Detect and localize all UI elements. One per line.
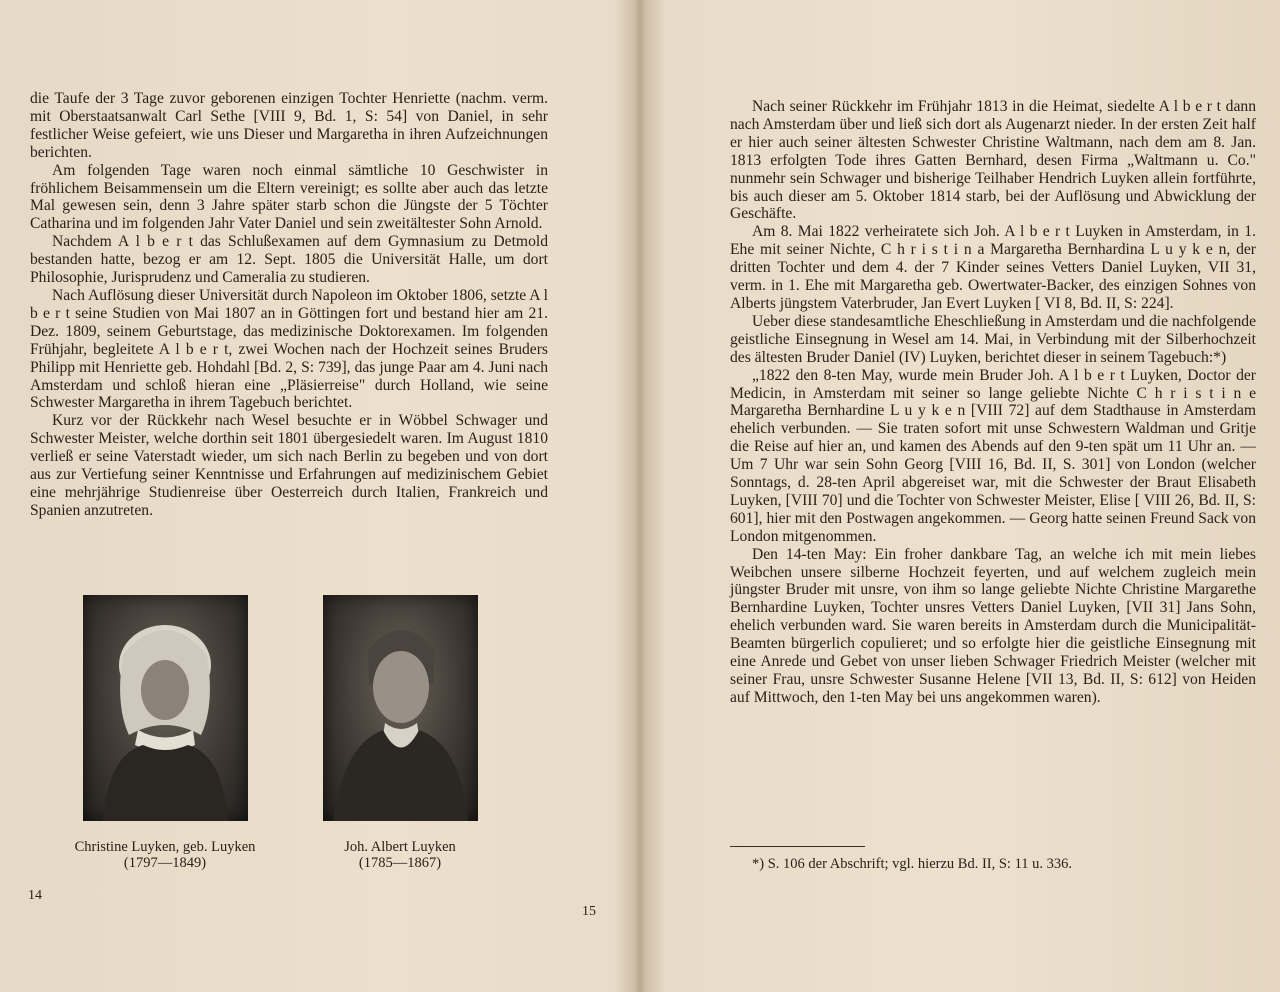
caption-name: Joh. Albert Luyken <box>344 839 456 855</box>
portrait-photo-albert <box>323 595 478 821</box>
caption-years: (1785—1867) <box>358 855 442 871</box>
page-number: 15 <box>582 904 596 919</box>
left-page-text <box>30 90 548 520</box>
portrait-figure-albert <box>300 595 500 871</box>
paragraph: die Taufe der 3 Tage zuvor geborenen einzigen Tochter Henriette (nachm. verm. mit Oberstaatsanwalt Carl Sethe [VIII 9, Bd. 1, S: 54] von Daniel, in sehr festlicher Weise gefeiert, wie uns Dieser und Margaretha in ihren Aufzeichnungen berichten. <box>30 90 548 161</box>
paragraph: Kurz vor der Rückkehr nach Wesel besuchte er in Wöbbel Schwager und Schwester Meister, welche dorthin seit 1801 übergesiedelt waren. Im August 1810 verließ er seine Vaterstadt wieder, um sich nach Berlin zu begeben und von dort aus zur Vertiefung seiner Kenntnisse und Erfahrungen auf medizinischem Gebiet eine mehrjährige Studienreise über Oesterreich durch Italien, Frankreich und Spanien anzutreten. <box>30 412 548 519</box>
page-number: 14 <box>28 888 42 903</box>
paragraph: Nach Auflösung dieser Universität durch Napoleon im Oktober 1806, setzte A l b e r t seine Studien von Mai 1807 an in Göttingen fort und bestand hier am 21. Dez. 1809, seinem Geburtstage, das medizinische Doktorexamen. Im folgenden Frühjahr, begleitete A l b e r t, zwei Wochen nach der Hochzeit seines Bruders Philipp mit Henriette geb. Hohdahl [Bd. 2, S: 739], das junge Paar am 4. Juni nach Amsterdam und schloß hieran eine „Pläsierreise" durch Holland, wie seine Schwester Margaretha in ihrem Tagebuch berichtet. <box>30 286 548 412</box>
paragraph: Am folgenden Tage waren noch einmal sämtliche 10 Geschwister in fröhlichem Beisammensein um die Eltern vereinigt; es sollte aber auch das letzte Mal gewesen sein, denn 3 Jahre später starb schon die Jüngste der 5 Töchter Catharina und im folgenden Jahr Vater Daniel und sein zweitältester Sohn Arnold. <box>30 161 548 233</box>
portrait-figure-christine <box>55 595 275 871</box>
right-page <box>582 0 1280 992</box>
paragraph: Ueber diese standesamtliche Eheschließung in Amsterdam und die nachfolgende geistliche Einsegnung in Wesel am 14. Mai, in Verbindung mit der Silberhochzeit des ältesten Bruder Daniel (IV) Luyken, berichtet dieser in seinem Tagebuch:*) <box>730 312 1256 366</box>
portrait-caption <box>55 839 275 871</box>
caption-years: (1797—1849) <box>123 855 207 871</box>
footnote: *) S. 106 der Abschrift; vgl. hierzu Bd. II, S: 11 u. 336. <box>752 856 1073 872</box>
right-page-text <box>730 98 1256 707</box>
footnote-rule <box>730 846 865 847</box>
paragraph: Den 14-ten May: Ein froher dankbare Tag, an welche ich mit mein liebes Weibchen unsere silberne Hochzeit feyerten, und auf welchem zugleich mein jüngster Bruder mit unsre, von ihm so lange geliebte Nichte Christine Margarethe Bernhardine Luyken, Tochter unsres Vetters Daniel Luyken, [VII 31] Jans Sohn, ehelich verbunden ward. Sie waren bereits in Amsterdam durch die Municipalität-Beamten bürgerlich copulieret; und so erfolgte hier die geistliche Einsegnung mit eine Anrede und Gebet von unser lieben Schwager Friedrich Meister (welcher mit seiner Frau, unsre Schwester Susanne Helene [VII 13, Bd. II, S: 612] von Heiden auf Mittwoch, den 1-ten May bei uns angekommen waren). <box>730 545 1256 706</box>
caption-name: Christine Luyken, geb. Luyken <box>74 839 256 855</box>
portrait-caption <box>300 839 500 871</box>
paragraph: Nach seiner Rückkehr im Frühjahr 1813 in die Heimat, siedelte A l b e r t dann nach Amsterdam über und ließ sich dort als Augenarzt nieder. In der ersten Zeit half er hier auch seiner ältesten Schwester Christine Waltmann, nach dem am 8. Jan. 1813 erfolgten Tode ihres Gatten Bernhard, desen Firma „Waltmann u. Co." nunmehr sein Schwager und bisherige Teilhaber Hendrich Luyken allein fortführte, bis auch dieser am 5. Oktober 1814 starb, bei der Auflösung und Abwicklung der Geschäfte. <box>730 98 1256 223</box>
paragraph: Am 8. Mai 1822 verheiratete sich Joh. A l b e r t Luyken in Amsterdam, in 1. Ehe mit seiner Nichte, C h r i s t i n a Margaretha Bernhardina L u y k e n, der dritten Tochter und dem 4. der 7 Kinder seines Vetters Daniel Luyken, VII 31, verm. in 1. Ehe mit Margaretha geb. Owertwater-Backer, des einzigen Sohnes von Alberts jüngstem Vaterbruder, Jan Evert Luyken [ VI 8, Bd. II, S: 224]. <box>730 223 1256 312</box>
portrait-photo-christine <box>83 595 248 821</box>
paragraph: Nachdem A l b e r t das Schlußexamen auf dem Gymnasium zu Detmold bestanden hatte, bezog er am 12. Sept. 1805 die Universität Halle, um dort Philosophie, Jurisprudenz und Cameralia zu studieren. <box>30 233 548 287</box>
paragraph: „1822 den 8-ten May, wurde mein Bruder Joh. A l b e r t Luyken, Doctor der Medicin, in Amsterdam mit seiner so lange geliebte Nichte C h r i s t i n e Margaretha Bernhardine L u y k e n [VIII 72] auf dem Stadthause in Amsterdam ehelich verbunden. — Sie traten sofort mit unse Schwestern Waldman und Gritje die Reise auf hier an, und kamen des Abends auf den 9-ten spät um 11 Uhr an. — Um 7 Uhr war sein Sohn Georg [VIII 16, Bd. II, S. 301] von London (welcher Sonntags, d. 28-ten April abgereiset war, mit die Schwester der Braut Elisabeth Luyken, [VIII 70] und die Tochter von Schwester Meister, Elise [ VIII 26, Bd. II, S: 601], hier mit den Postwagen angekommen. — Georg hatte seinen Freund Sack von London mitgenommen. <box>730 366 1256 545</box>
